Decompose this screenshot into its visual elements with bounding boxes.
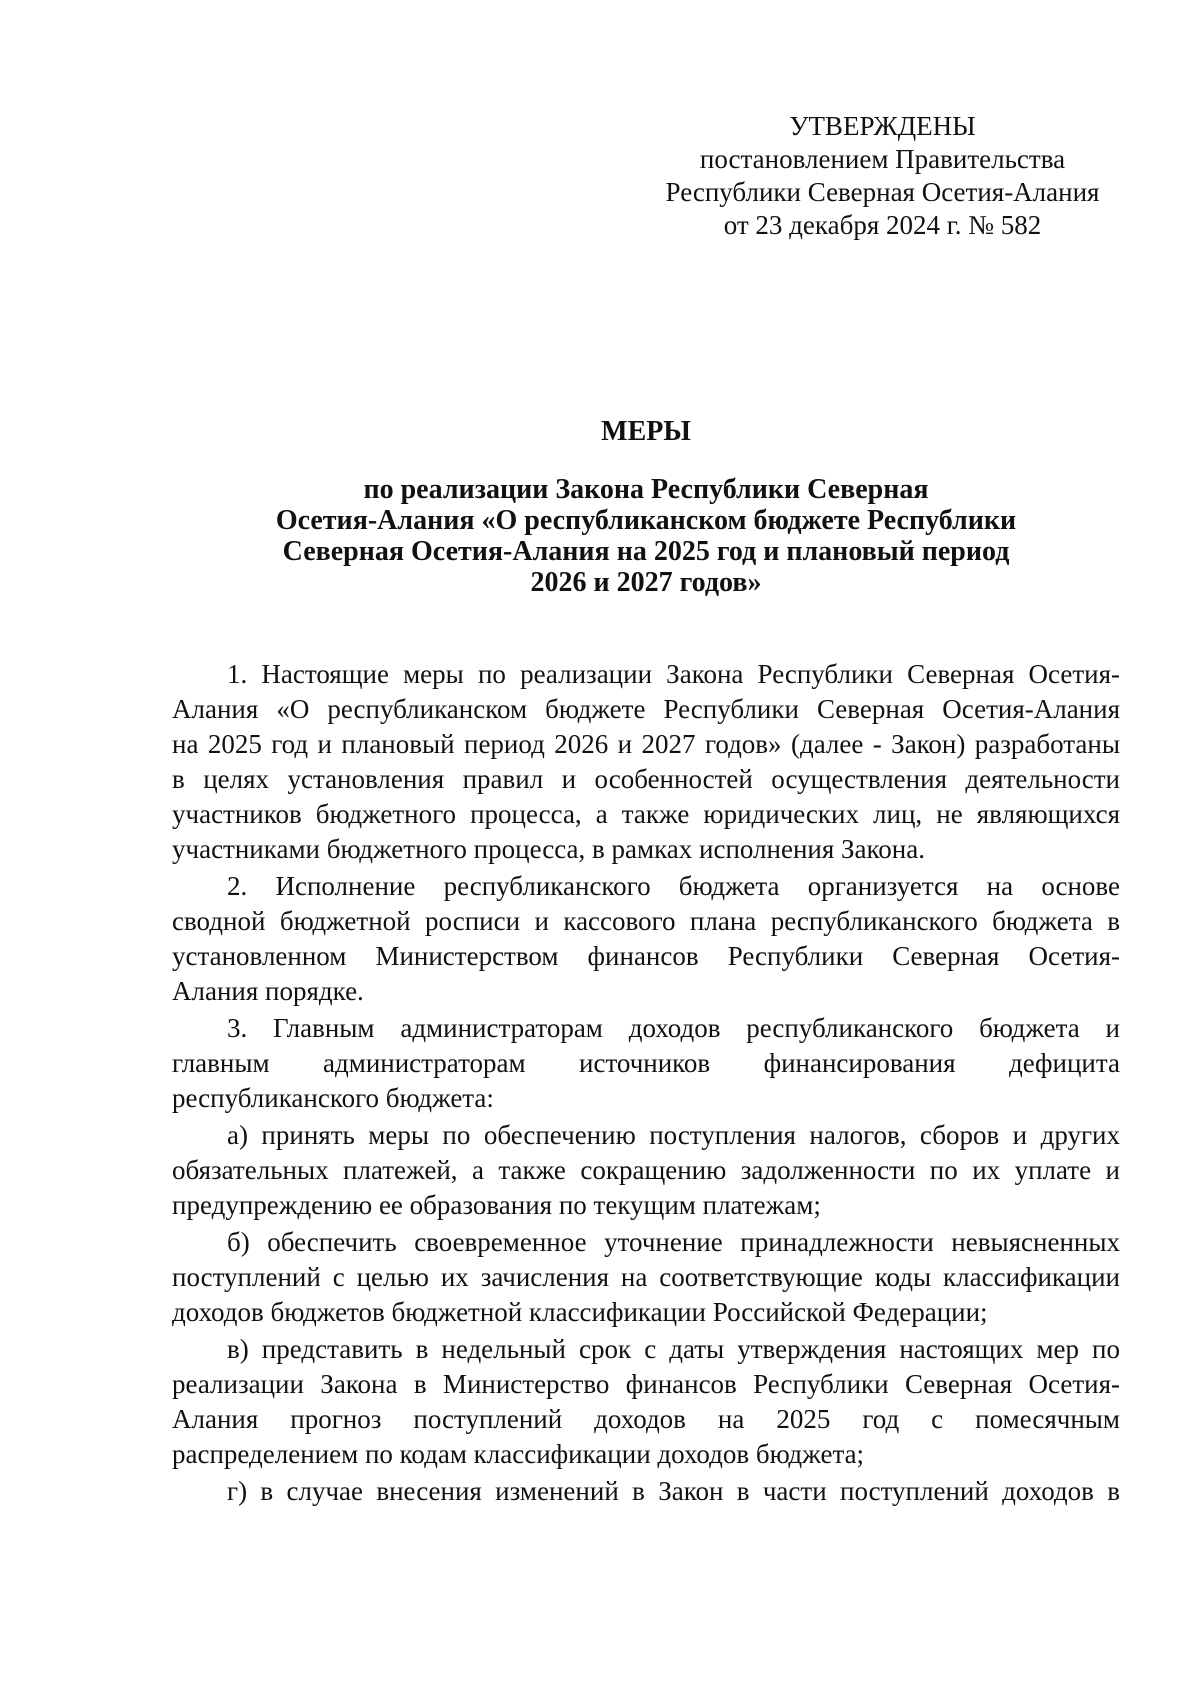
paragraph-line: 2. Исполнение республиканского бюджета организуется на основе bbox=[227, 871, 1120, 901]
paragraph-line: б) обеспечить своевременное уточнение принадлежности невыясненных bbox=[227, 1227, 1120, 1257]
paragraph-line: сводной бюджетной росписи и кассового плана республиканского бюджета в bbox=[172, 906, 1120, 936]
body-paragraph bbox=[172, 869, 1120, 1009]
paragraph-line: в) представить в недельный срок с даты утверждения настоящих мер по bbox=[227, 1334, 1120, 1364]
paragraph-line: доходов бюджетов бюджетной классификации Российской Федерации; bbox=[172, 1297, 988, 1327]
subtitle-line: Северная Осетия-Алания на 2025 год и плановый период bbox=[282, 536, 1010, 567]
paragraph-line: Алания «О республиканском бюджете Республики Северная Осетия-Алания bbox=[172, 694, 1120, 724]
paragraph-line: реализации Закона в Министерство финансов Республики Северная Осетия- bbox=[172, 1369, 1120, 1399]
paragraph-line: а) принять меры по обеспечению поступления налогов, сборов и других bbox=[227, 1120, 1120, 1150]
subtitle-line: 2026 и 2027 годов» bbox=[530, 567, 762, 598]
body-paragraph bbox=[172, 1225, 1120, 1330]
approval-heading: УТВЕРЖДЕНЫ bbox=[789, 111, 976, 141]
paragraph-line: 3. Главным администраторам доходов республиканского бюджета и bbox=[227, 1013, 1120, 1043]
paragraph-line: Алания порядке. bbox=[172, 976, 364, 1006]
paragraph-line: распределением по кодам классификации доходов бюджета; bbox=[172, 1439, 865, 1469]
paragraph-line: участников бюджетного процесса, а также юридических лиц, не являющихся bbox=[172, 799, 1120, 829]
body-paragraph bbox=[172, 657, 1120, 867]
paragraph-line: республиканского бюджета: bbox=[172, 1083, 494, 1113]
body-paragraph bbox=[172, 1011, 1120, 1116]
paragraph-line: участниками бюджетного процесса, в рамках исполнения Закона. bbox=[172, 834, 925, 864]
paragraph-line: на 2025 год и плановый период 2026 и 2027 годов» (далее - Закон) разработаны bbox=[172, 729, 1120, 759]
paragraph-line: предупреждению ее образования по текущим платежам; bbox=[172, 1190, 821, 1220]
paragraph-line: Алания прогноз поступлений доходов на 2025 год с помесячным bbox=[172, 1404, 1120, 1434]
approval-line: Республики Северная Осетия-Алания bbox=[665, 177, 1100, 207]
body-paragraph bbox=[172, 1332, 1120, 1472]
paragraph-line: поступлений с целью их зачисления на соответствующие коды классификации bbox=[172, 1262, 1120, 1292]
approval-date-number: от 23 декабря 2024 г. № 582 bbox=[723, 210, 1042, 240]
paragraph-line: 1. Настоящие меры по реализации Закона Республики Северная Осетия- bbox=[227, 659, 1120, 689]
body-paragraph bbox=[172, 1118, 1120, 1223]
body-paragraph bbox=[172, 1474, 1120, 1509]
subtitle-line: Осетия-Алания «О республиканском бюджете Республики bbox=[275, 505, 1017, 536]
document-body bbox=[172, 657, 1120, 1511]
approval-stamp bbox=[640, 110, 1125, 242]
paragraph-line: г) в случае внесения изменений в Закон в части поступлений доходов в bbox=[227, 1476, 1120, 1506]
paragraph-line: в целях установления правил и особенностей осуществления деятельности bbox=[172, 764, 1120, 794]
paragraph-line: главным администраторам источников финансирования дефицита bbox=[172, 1048, 1120, 1078]
paragraph-line: установленном Министерством финансов Республики Северная Осетия- bbox=[172, 941, 1120, 971]
subtitle-line: по реализации Закона Республики Северная bbox=[363, 474, 929, 505]
document-title: МЕРЫ bbox=[601, 416, 691, 447]
approval-line: постановлением Правительства bbox=[699, 144, 1066, 174]
document-subtitle bbox=[0, 474, 1200, 598]
paragraph-line: обязательных платежей, а также сокращению задолженности по их уплате и bbox=[172, 1155, 1120, 1185]
